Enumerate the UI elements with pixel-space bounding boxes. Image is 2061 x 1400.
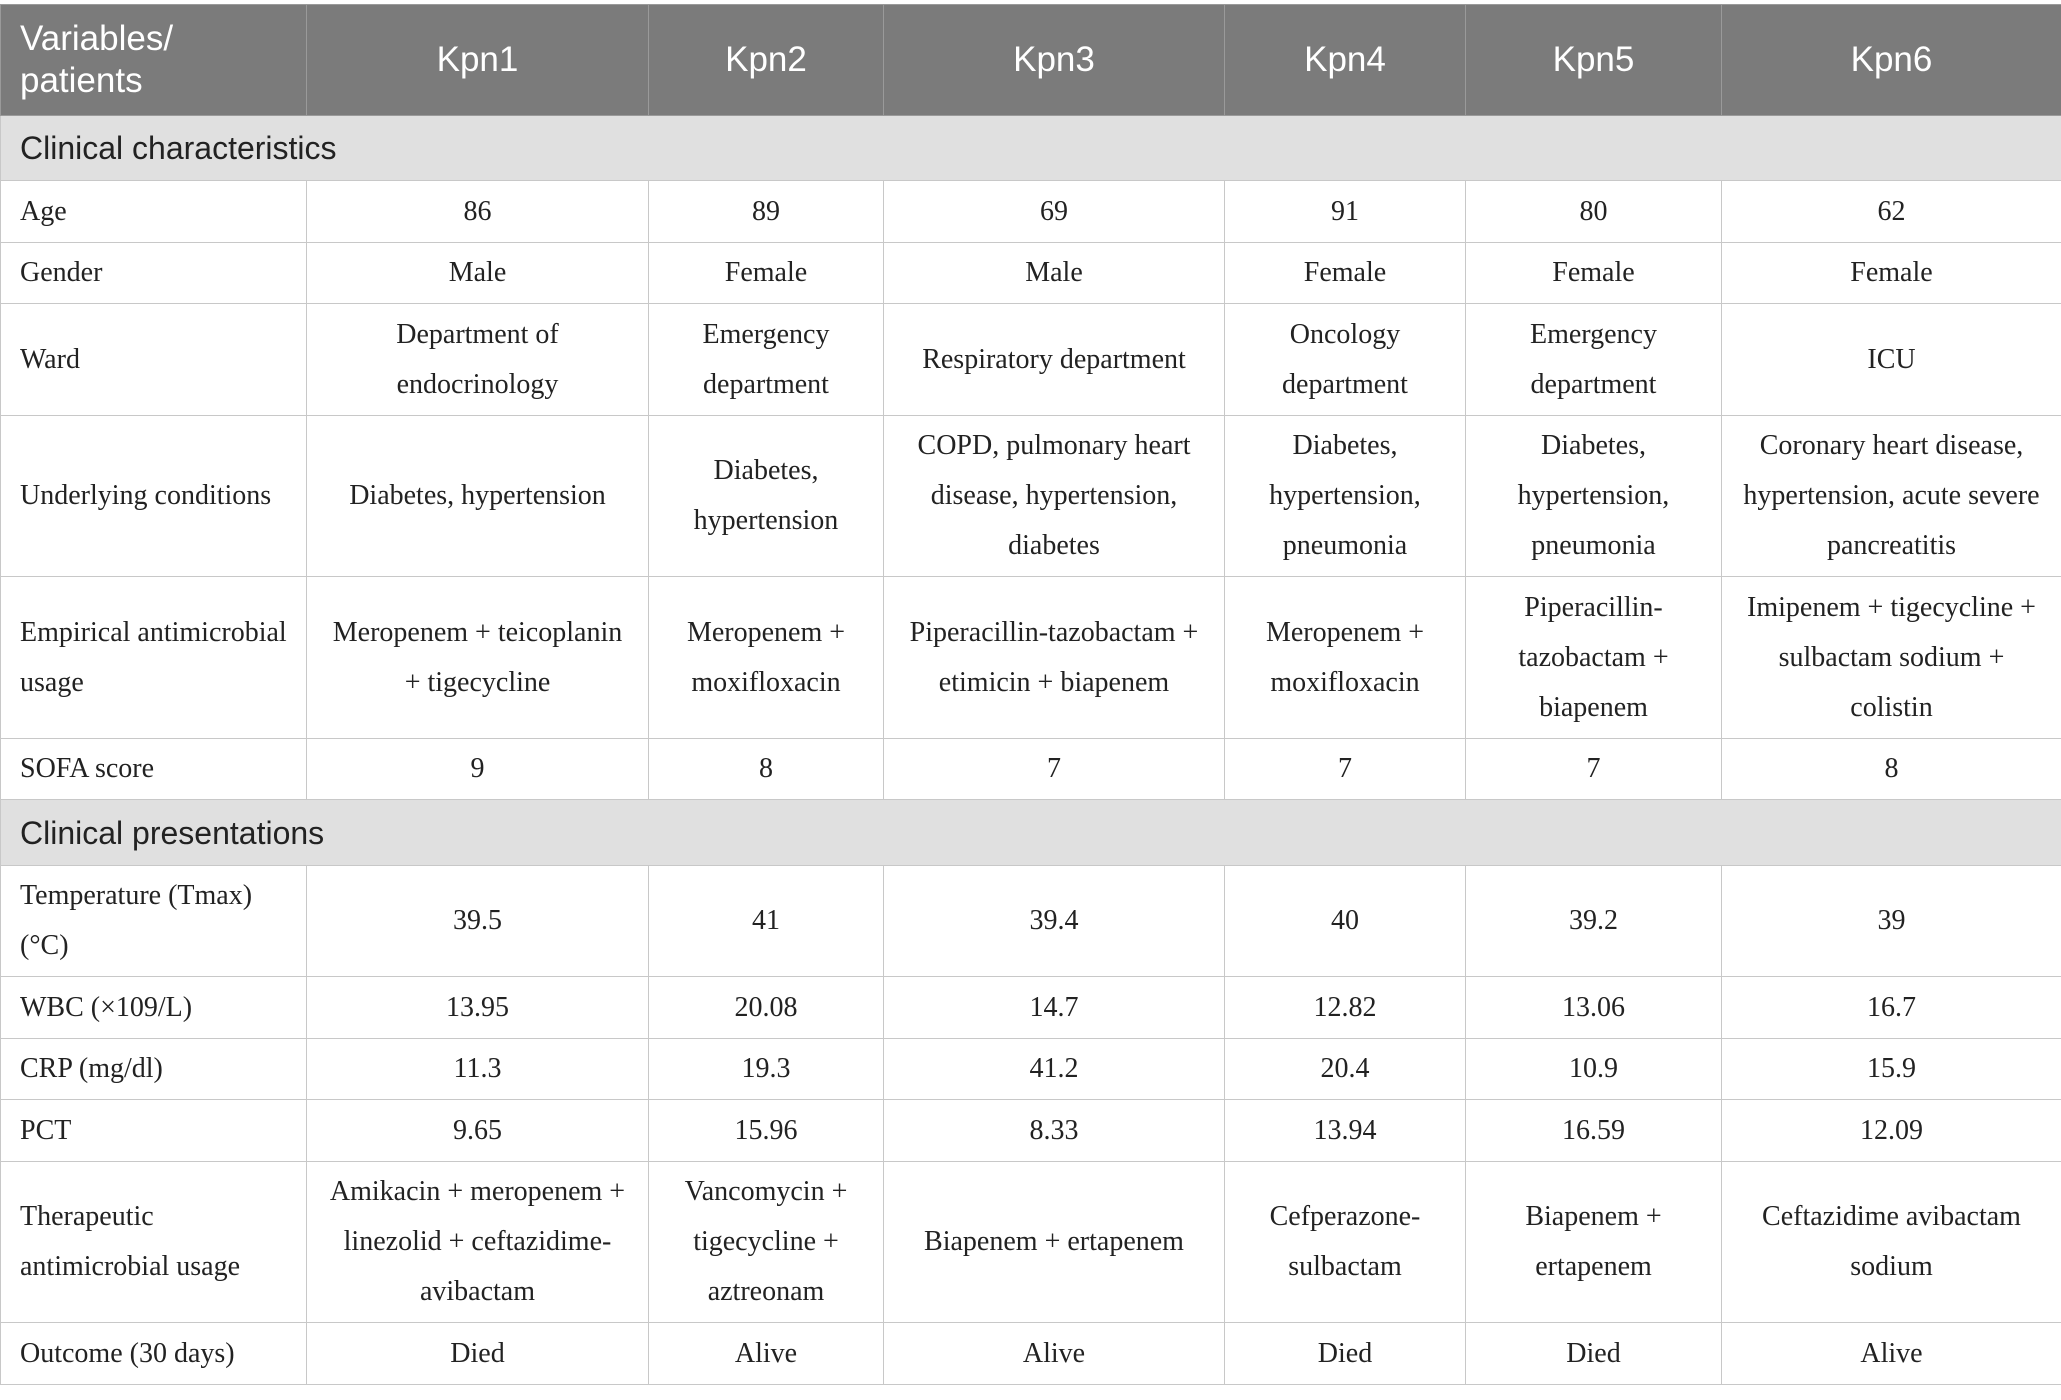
table-cell: 91: [1225, 181, 1466, 243]
table-row: [1, 416, 2061, 577]
row-label: SOFA score: [1, 739, 307, 800]
table-cell: Piperacillin-tazobactam + biapenem: [1466, 577, 1722, 739]
section-title: Clinical characteristics: [1, 116, 2061, 181]
row-label: Age: [1, 181, 307, 243]
table-cell: COPD, pulmonary heart disease, hypertension, diabetes: [884, 416, 1225, 577]
row-label: Empirical antimicrobial usage: [1, 577, 307, 739]
table-cell: Diabetes, hypertension: [649, 416, 884, 577]
table-cell: Meropenem + moxifloxacin: [1225, 577, 1466, 739]
table-cell: 89: [649, 181, 884, 243]
table-cell: 13.94: [1225, 1100, 1466, 1162]
row-label: Gender: [1, 243, 307, 304]
table-cell: 12.09: [1722, 1100, 2061, 1162]
section-title: Clinical presentations: [1, 800, 2061, 866]
row-label: Underlying conditions: [1, 416, 307, 577]
table-cell: 20.08: [649, 977, 884, 1039]
table-cell: Emergency department: [649, 304, 884, 416]
table-row: [1, 181, 2061, 243]
table-cell: Died: [1466, 1323, 1722, 1385]
table-row: [1, 1323, 2061, 1385]
table-row: [1, 866, 2061, 977]
table-cell: 11.3: [307, 1039, 649, 1100]
table-cell: 9: [307, 739, 649, 800]
table-cell: Amikacin + meropenem + linezolid + ceftazidime-avibactam: [307, 1162, 649, 1323]
table-cell: Imipenem + tigecycline + sulbactam sodium + colistin: [1722, 577, 2061, 739]
table-row: [1, 1039, 2061, 1100]
section-row: [1, 116, 2061, 181]
table-cell: Oncology department: [1225, 304, 1466, 416]
table-cell: Female: [1722, 243, 2061, 304]
table-cell: 40: [1225, 866, 1466, 977]
table-cell: 15.96: [649, 1100, 884, 1162]
table-cell: Male: [884, 243, 1225, 304]
clinical-table: [0, 4, 2061, 1385]
table-cell: 41.2: [884, 1039, 1225, 1100]
table-cell: Diabetes, hypertension: [307, 416, 649, 577]
header-cell: Kpn5: [1466, 5, 1722, 116]
table-cell: 12.82: [1225, 977, 1466, 1039]
table-row: [1, 304, 2061, 416]
table-cell: 62: [1722, 181, 2061, 243]
section-row: [1, 800, 2061, 866]
table-cell: Biapenem + ertapenem: [1466, 1162, 1722, 1323]
row-label: Ward: [1, 304, 307, 416]
table-cell: 13.95: [307, 977, 649, 1039]
table-cell: 16.59: [1466, 1100, 1722, 1162]
row-label: Outcome (30 days): [1, 1323, 307, 1385]
row-label: Therapeutic antimicrobial usage: [1, 1162, 307, 1323]
row-label: Temperature (Tmax) (°C): [1, 866, 307, 977]
table-row: [1, 577, 2061, 739]
table-cell: 39.5: [307, 866, 649, 977]
table-cell: 9.65: [307, 1100, 649, 1162]
table-cell: Died: [1225, 1323, 1466, 1385]
table-row: [1, 977, 2061, 1039]
table-cell: Piperacillin-tazobactam + etimicin + biapenem: [884, 577, 1225, 739]
row-label: WBC (×109/L): [1, 977, 307, 1039]
header-cell: Kpn1: [307, 5, 649, 116]
table-cell: 69: [884, 181, 1225, 243]
table-cell: 19.3: [649, 1039, 884, 1100]
table-cell: Alive: [1722, 1323, 2061, 1385]
table-cell: ICU: [1722, 304, 2061, 416]
table-cell: Meropenem + teicoplanin + tigecycline: [307, 577, 649, 739]
table-cell: 7: [884, 739, 1225, 800]
table-cell: 8: [1722, 739, 2061, 800]
table-cell: 14.7: [884, 977, 1225, 1039]
table-row: [1, 243, 2061, 304]
header-cell: Kpn6: [1722, 5, 2061, 116]
table-cell: 39.4: [884, 866, 1225, 977]
table-cell: Respiratory department: [884, 304, 1225, 416]
table-cell: 8.33: [884, 1100, 1225, 1162]
table-cell: 39.2: [1466, 866, 1722, 977]
table-cell: Died: [307, 1323, 649, 1385]
header-cell: Kpn2: [649, 5, 884, 116]
table-cell: 10.9: [1466, 1039, 1722, 1100]
table-cell: 20.4: [1225, 1039, 1466, 1100]
table-cell: 16.7: [1722, 977, 2061, 1039]
table-cell: 7: [1466, 739, 1722, 800]
table-cell: Diabetes, hypertension, pneumonia: [1225, 416, 1466, 577]
table-cell: 13.06: [1466, 977, 1722, 1039]
table-cell: 39: [1722, 866, 2061, 977]
table-row: [1, 1162, 2061, 1323]
table-cell: Meropenem + moxifloxacin: [649, 577, 884, 739]
table-cell: Biapenem + ertapenem: [884, 1162, 1225, 1323]
header-cell: Kpn3: [884, 5, 1225, 116]
table-cell: Vancomycin + tigecycline + aztreonam: [649, 1162, 884, 1323]
table-cell: Female: [1466, 243, 1722, 304]
table-cell: Female: [649, 243, 884, 304]
table-cell: Department of endocrinology: [307, 304, 649, 416]
table-cell: Diabetes, hypertension, pneumonia: [1466, 416, 1722, 577]
table-cell: Alive: [884, 1323, 1225, 1385]
table-cell: 7: [1225, 739, 1466, 800]
table-cell: Ceftazidime avibactam sodium: [1722, 1162, 2061, 1323]
table-cell: Coronary heart disease, hypertension, acute severe pancreatitis: [1722, 416, 2061, 577]
table-cell: 8: [649, 739, 884, 800]
header-cell: Variables/ patients: [1, 5, 307, 116]
table-cell: 86: [307, 181, 649, 243]
table-cell: Male: [307, 243, 649, 304]
row-label: PCT: [1, 1100, 307, 1162]
header-cell: Kpn4: [1225, 5, 1466, 116]
header-row: [1, 5, 2061, 116]
row-label: CRP (mg/dl): [1, 1039, 307, 1100]
table-cell: 15.9: [1722, 1039, 2061, 1100]
table-cell: Cefperazone-sulbactam: [1225, 1162, 1466, 1323]
table-row: [1, 1100, 2061, 1162]
table-cell: Emergency department: [1466, 304, 1722, 416]
table-cell: Female: [1225, 243, 1466, 304]
table-cell: 80: [1466, 181, 1722, 243]
table-cell: 41: [649, 866, 884, 977]
table-cell: Alive: [649, 1323, 884, 1385]
table-row: [1, 739, 2061, 800]
